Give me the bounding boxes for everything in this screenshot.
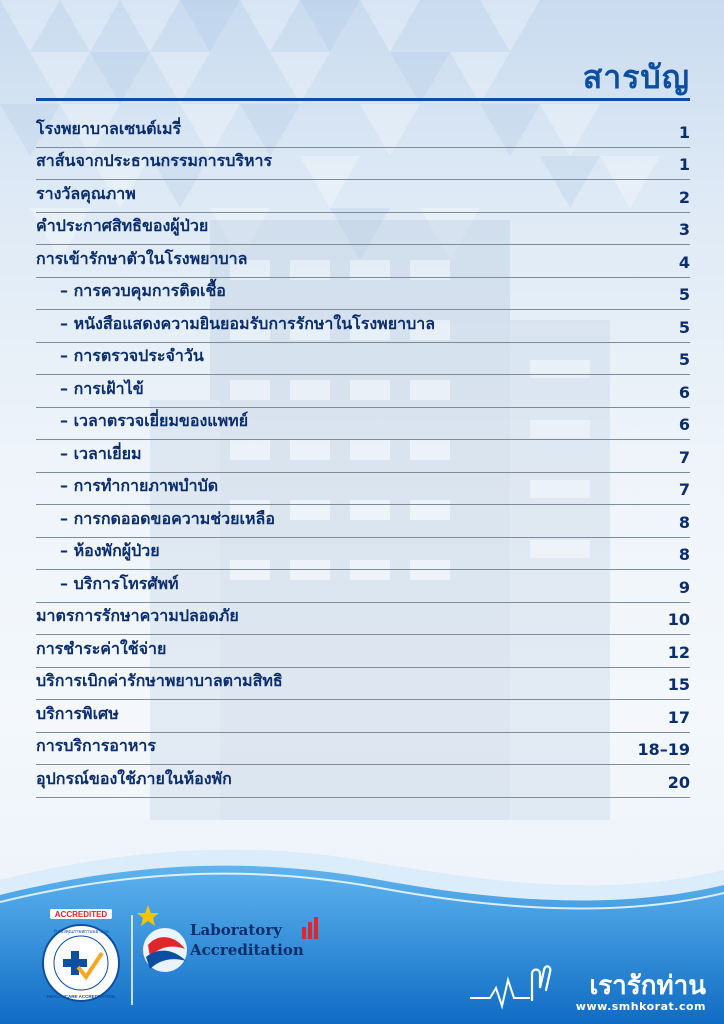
toc-page-number: 6 [678,382,690,402]
toc-row[interactable] [36,603,690,636]
toc-subentry-label: – การควบคุมการติดเชื้อ [60,281,226,300]
toc-page-number: 7 [678,447,690,467]
toc-row[interactable] [36,148,690,181]
title-underline [36,98,690,101]
toc-subrow[interactable] [36,278,690,311]
toc-row[interactable] [36,668,690,701]
page-title: สารบัญ [582,58,690,96]
toc-subentry-label: – การทำกายภาพบำบัด [60,476,219,495]
hospital-brand [576,972,706,1013]
toc-row[interactable] [36,180,690,213]
toc-subrow[interactable] [36,310,690,343]
heartbeat-hand-icon [470,960,580,1010]
toc-page-number: 3 [678,220,690,239]
toc-entry-label: บริการเบิกค่ารักษาพยาบาลตามสิทธิ [36,671,283,690]
brand-website-link[interactable]: www.smhkorat.com [575,1000,706,1013]
toc-row[interactable] [36,733,690,766]
toc-entry-label: บริการพิเศษ [36,703,119,723]
accredited-badge-text: ACCREDITED [54,910,108,919]
toc-entry-label: คำประกาศสิทธิของผู้ป่วย [36,216,209,235]
toc-page-number: 8 [678,545,690,564]
toc-subrow[interactable] [36,570,690,603]
toc-subrow[interactable] [36,375,690,408]
toc-subrow[interactable] [36,343,690,376]
toc-page-number: 7 [678,480,690,499]
lab-accreditation-line2: Accreditation [190,941,304,959]
toc-subrow[interactable] [36,408,690,441]
toc-entry-label: การบริการอาหาร [36,736,156,755]
toc-entry-label: การชำระค่าใช้จ่าย [36,638,167,658]
toc-entry-label: มาตรการรักษาความปลอดภัย [36,606,239,625]
toc-subentry-label: – การตรวจประจำวัน [60,346,204,365]
toc-row[interactable] [36,765,690,798]
toc-page-number: 1 [678,155,690,174]
toc-entry-label: รางวัลคุณภาพ [36,183,136,203]
toc-entry-label: การเข้ารักษาตัวในโรงพยาบาล [36,248,248,268]
table-of-contents [36,115,690,798]
toc-subrow[interactable] [36,505,690,538]
toc-entry-label: โรงพยาบาลเซนต์เมรี่ [36,118,182,138]
toc-page-number: 5 [678,350,690,369]
toc-page-number: 15 [667,675,690,694]
toc-page-number: 4 [678,252,690,272]
toc-subrow[interactable] [36,440,690,473]
toc-page-number: 10 [667,610,690,629]
toc-page-number: 20 [667,772,690,792]
seal-text-bottom: HEALTHCARE ACCREDITATION [46,994,116,999]
toc-page-number: 2 [678,187,690,207]
toc-subentry-label: – เวลาตรวจเยี่ยมของแพทย์ [60,411,249,430]
toc-subentry-label: – เวลาเยี่ยม [60,443,142,463]
toc-page-number: 12 [667,642,690,662]
lab-accreditation-line1: Laboratory [190,921,282,939]
toc-page-number: 17 [667,707,690,727]
accreditation-logos [40,905,340,1015]
toc-page-number: 18–19 [637,740,690,759]
toc-entry-label: อุปกรณ์ของใช้ภายในห้องพัก [36,768,232,788]
brand-slogan: เรารักท่าน [589,971,706,1001]
toc-page-number: 8 [678,512,690,532]
toc-page-number: 6 [678,415,690,434]
toc-subentry-label: – บริการโทรศัพท์ [60,573,179,593]
toc-page-number: 1 [678,122,690,142]
toc-row[interactable] [36,115,690,148]
toc-row[interactable] [36,700,690,733]
toc-entry-label: สาส์นจากประธานกรรมการบริหาร [36,151,273,170]
toc-subentry-label: – การเฝ้าไข้ [60,378,144,398]
toc-subentry-label: – การกดออดขอความช่วยเหลือ [60,508,275,528]
toc-row[interactable] [36,635,690,668]
toc-page-number: 5 [678,285,690,304]
toc-subentry-label: – ห้องพักผู้ป่วย [60,541,160,560]
seal-text-top: รับรองคุณภาพสถานพยาบาล [53,930,109,935]
toc-subrow[interactable] [36,538,690,571]
toc-page-number: 9 [678,577,690,597]
toc-subrow[interactable] [36,473,690,506]
toc-page-number: 5 [678,317,690,337]
toc-subentry-label: – หนังสือแสดงความยินยอมรับการรักษาในโรงพยาบาล [60,313,436,333]
toc-row[interactable] [36,213,690,246]
toc-row[interactable] [36,245,690,278]
